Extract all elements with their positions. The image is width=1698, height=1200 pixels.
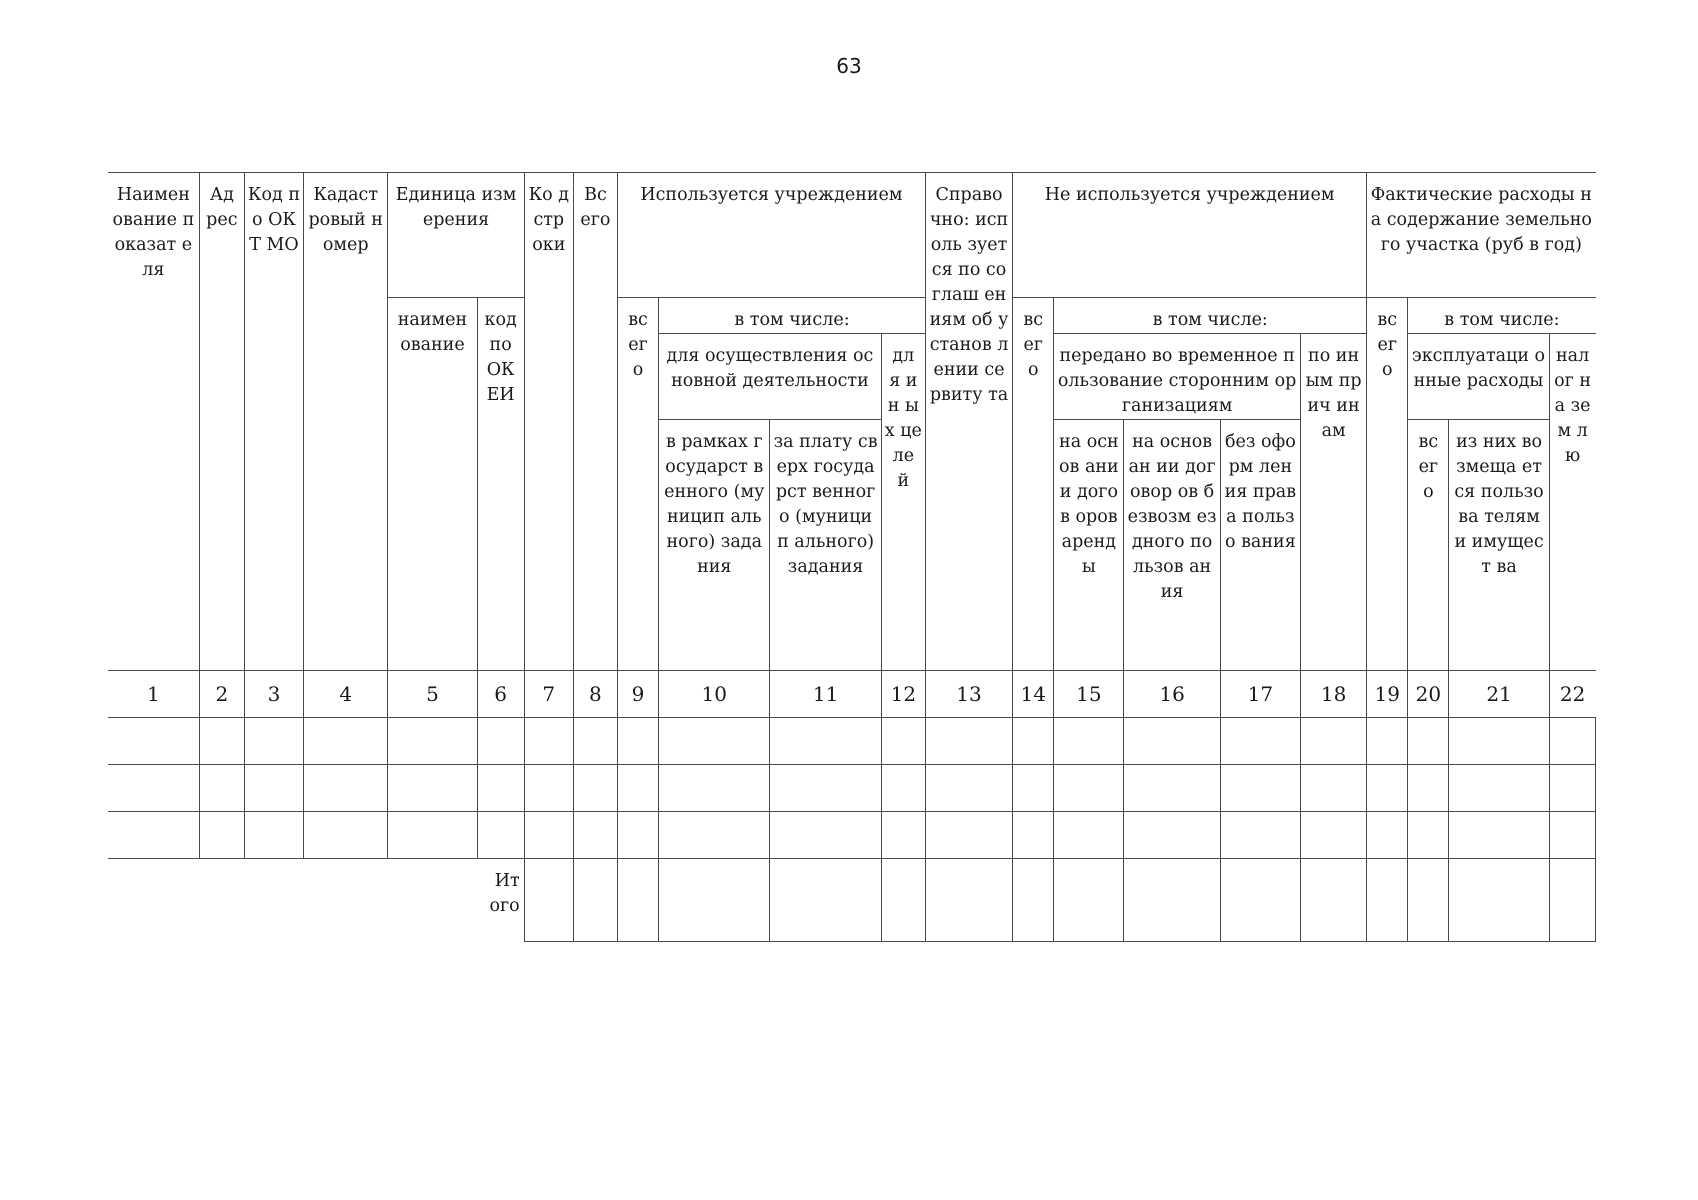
data-cell[interactable] [1549, 812, 1595, 859]
data-cell[interactable] [573, 812, 617, 859]
header-transferred: передано во временное пользование сторонним организациям [1054, 334, 1301, 420]
header-unit-name: наимен ование [388, 298, 477, 671]
header-used: Используется учреждением [617, 173, 925, 298]
data-cell[interactable] [925, 812, 1012, 859]
column-number: 22 [1549, 671, 1595, 718]
data-cell[interactable] [388, 812, 477, 859]
column-number: 9 [617, 671, 658, 718]
data-cell[interactable] [108, 765, 199, 812]
data-cell[interactable] [304, 812, 388, 859]
data-cell[interactable] [1054, 812, 1124, 859]
data-cell[interactable] [1013, 718, 1054, 765]
column-number: 8 [573, 671, 617, 718]
data-cell[interactable] [388, 718, 477, 765]
data-cell[interactable] [617, 718, 658, 765]
data-cell[interactable] [1054, 765, 1124, 812]
data-cell[interactable] [1408, 718, 1449, 765]
total-cell[interactable] [1124, 859, 1220, 942]
header-not-used: Не используется учреждением [1013, 173, 1367, 298]
header-servitude: Справо чно: исполь зуется по соглаш ениям об установ лении сервиту та [925, 173, 1012, 671]
column-number: 7 [524, 671, 573, 718]
data-cell[interactable] [1220, 718, 1300, 765]
total-cell[interactable] [770, 859, 881, 942]
data-cell[interactable] [304, 765, 388, 812]
data-cell[interactable] [1300, 765, 1366, 812]
data-cell[interactable] [925, 718, 1012, 765]
column-number: 12 [881, 671, 925, 718]
header-oktmo: Код по ОКТ МО [244, 173, 303, 671]
column-number: 18 [1300, 671, 1366, 718]
data-cell[interactable] [477, 765, 524, 812]
total-cell[interactable] [524, 859, 573, 942]
data-cell[interactable] [244, 812, 303, 859]
column-number: 13 [925, 671, 1012, 718]
data-cell[interactable] [881, 812, 925, 859]
header-unit-code: код по ОК ЕИ [477, 298, 524, 671]
column-number: 20 [1408, 671, 1449, 718]
data-cell[interactable] [925, 765, 1012, 812]
data-cell[interactable] [659, 812, 770, 859]
total-cell[interactable] [1408, 859, 1449, 942]
data-cell[interactable] [1220, 765, 1300, 812]
data-row [108, 718, 1596, 765]
data-cell[interactable] [524, 812, 573, 859]
data-cell[interactable] [617, 812, 658, 859]
column-number-row [108, 671, 1596, 718]
data-cell[interactable] [304, 718, 388, 765]
total-cell[interactable] [1367, 859, 1408, 942]
data-cell[interactable] [573, 765, 617, 812]
column-number: 21 [1449, 671, 1549, 718]
column-number: 14 [1013, 671, 1054, 718]
total-cell[interactable] [1449, 859, 1549, 942]
data-cell[interactable] [1408, 812, 1449, 859]
header-paid-over-assignment: за плату сверх государст венного (муницип ального) задания [770, 420, 881, 671]
data-cell[interactable] [1300, 812, 1366, 859]
header-row-code: Ко д стр оки [524, 173, 573, 671]
total-cell[interactable] [1300, 859, 1366, 942]
data-cell[interactable] [108, 718, 199, 765]
header-no-docs: без оформ ления права пользо вания [1220, 420, 1300, 671]
header-expenses-including: в том числе: [1408, 298, 1596, 334]
data-cell[interactable] [1124, 812, 1220, 859]
data-cell[interactable] [1054, 718, 1124, 765]
data-cell[interactable] [1300, 718, 1366, 765]
header-operational-total: вс ег о [1408, 420, 1449, 671]
column-number: 16 [1124, 671, 1220, 718]
header-total: Вс его [573, 173, 617, 671]
data-cell[interactable] [199, 812, 244, 859]
total-label [108, 859, 524, 942]
data-cell[interactable] [659, 765, 770, 812]
header-cadastral-number: Кадаст ровый номер [304, 173, 388, 671]
data-cell[interactable] [1449, 718, 1549, 765]
column-number: 10 [659, 671, 770, 718]
total-cell[interactable] [1013, 859, 1054, 942]
data-cell[interactable] [881, 765, 925, 812]
data-cell[interactable] [1124, 718, 1220, 765]
data-cell[interactable] [1124, 765, 1220, 812]
column-number: 6 [477, 671, 524, 718]
total-row [108, 859, 1596, 942]
total-cell[interactable] [1549, 859, 1595, 942]
data-cell[interactable] [1013, 765, 1054, 812]
data-row [108, 812, 1596, 859]
data-cell[interactable] [477, 718, 524, 765]
column-number: 1 [108, 671, 199, 718]
total-cell[interactable] [925, 859, 1012, 942]
header-state-assignment: в рамках государст венного (муницип ального) задания [659, 420, 770, 671]
header-other-purposes: дл я ин ых це ле й [881, 334, 925, 671]
total-cell[interactable] [573, 859, 617, 942]
data-cell[interactable] [617, 765, 658, 812]
header-expenses: Фактические расходы на содержание земельного участка (руб в год) [1367, 173, 1596, 298]
header-main-activity: для осуществления основной деятельности [659, 334, 882, 420]
data-cell[interactable] [524, 718, 573, 765]
data-cell[interactable] [1367, 718, 1408, 765]
data-cell[interactable] [524, 765, 573, 812]
total-cell[interactable] [1220, 859, 1300, 942]
data-cell[interactable] [108, 812, 199, 859]
header-land-tax: нал ог на зем лю [1549, 334, 1595, 671]
total-cell[interactable] [881, 859, 925, 942]
column-number: 11 [770, 671, 881, 718]
data-cell[interactable] [244, 718, 303, 765]
data-cell[interactable] [1449, 765, 1549, 812]
data-cell[interactable] [573, 718, 617, 765]
header-other-reasons: по иным прич инам [1300, 334, 1366, 671]
land-plot-usage-table [108, 172, 1596, 942]
data-cell[interactable] [1367, 812, 1408, 859]
page-number: 63 [836, 54, 862, 78]
data-cell[interactable] [477, 812, 524, 859]
data-cell[interactable] [1549, 765, 1595, 812]
data-cell[interactable] [770, 718, 881, 765]
data-cell[interactable] [388, 765, 477, 812]
data-cell[interactable] [1549, 718, 1595, 765]
data-cell[interactable] [1013, 812, 1054, 859]
header-used-total: вс ег о [617, 298, 658, 671]
total-cell[interactable] [1054, 859, 1124, 942]
data-cell[interactable] [1367, 765, 1408, 812]
header-not-used-including: в том числе: [1054, 298, 1367, 334]
data-cell[interactable] [770, 765, 881, 812]
column-number: 17 [1220, 671, 1300, 718]
header-not-used-total: вс ег о [1013, 298, 1054, 671]
data-cell[interactable] [199, 765, 244, 812]
data-row [108, 765, 1596, 812]
data-cell[interactable] [1449, 812, 1549, 859]
column-number: 5 [388, 671, 477, 718]
total-cell[interactable] [617, 859, 658, 942]
header-address: Ад рес [199, 173, 244, 671]
header-expenses-total: вс ег о [1367, 298, 1408, 671]
total-cell[interactable] [659, 859, 770, 942]
data-cell[interactable] [659, 718, 770, 765]
data-cell[interactable] [881, 718, 925, 765]
data-cell[interactable] [770, 812, 881, 859]
header-indicator-name: Наимен ование показат еля [108, 173, 199, 671]
total-label-text: Ит ого [489, 871, 520, 916]
header-operational: эксплуатаци онные расходы [1408, 334, 1549, 420]
data-cell[interactable] [199, 718, 244, 765]
column-number: 19 [1367, 671, 1408, 718]
header-reimbursed: из них возмеща ется пользова телями имущест ва [1449, 420, 1549, 671]
data-cell[interactable] [1408, 765, 1449, 812]
column-number: 4 [304, 671, 388, 718]
header-free-use: на основан ии договор ов безвозм ездного пользов ания [1124, 420, 1220, 671]
data-cell[interactable] [1220, 812, 1300, 859]
header-unit: Единица измерения [388, 173, 524, 298]
column-number: 15 [1054, 671, 1124, 718]
header-lease: на основ ании догов оров аренд ы [1054, 420, 1124, 671]
header-used-including: в том числе: [659, 298, 926, 334]
column-number: 3 [244, 671, 303, 718]
data-cell[interactable] [244, 765, 303, 812]
column-number: 2 [199, 671, 244, 718]
